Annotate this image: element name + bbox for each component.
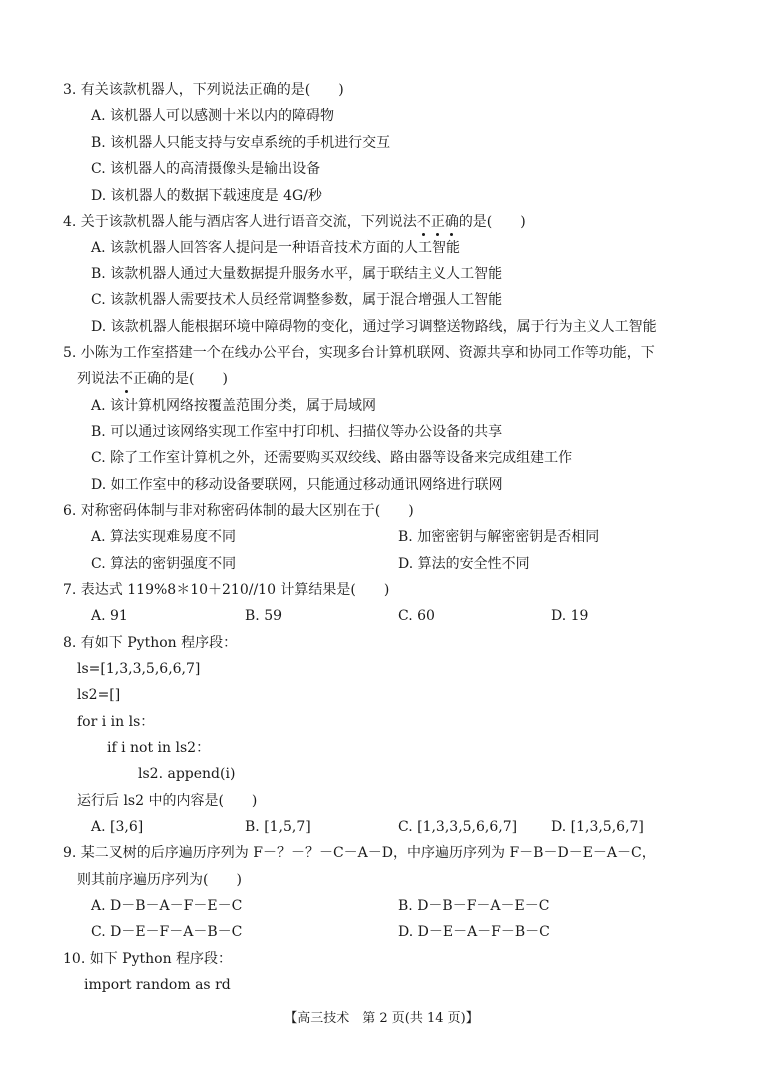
question-4-option-c: C. 该款机器人需要技术人员经常调整参数，属于混合增强人工智能	[91, 292, 503, 308]
question-3-stem: 3. 有关该款机器人，下列说法正确的是( )	[63, 82, 344, 98]
question-5-option-c: C. 除了工作室计算机之外，还需要购买双绞线、路由器等设备来完成组建工作	[91, 450, 573, 466]
code-line: if i not in ls2：	[107, 740, 211, 756]
question-4-stem-suffix: 的是( )	[458, 214, 526, 230]
question-7-option-c: C. 60	[398, 608, 435, 624]
emphasis-char: 确	[444, 214, 459, 230]
code-line: ls2. append(i)	[138, 766, 236, 782]
question-7-option-b: B. 59	[245, 608, 283, 624]
page-footer: 【高三技术 第 2 页(共 14 页)】	[284, 1011, 479, 1026]
question-3-option-d: D. 该机器人的数据下载速度是 4G/秒	[91, 188, 322, 204]
question-5-stem-line1: 5. 小陈为工作室搭建一个在线办公平台，实现多台计算机联网、资源共享和协同工作等功能，下	[63, 345, 655, 361]
question-4-stem	[63, 213, 526, 231]
question-5-stem-suffix: 正确的是( )	[133, 371, 228, 387]
question-6-option-b: B. 加密密钥与解密密钥是否相同	[398, 529, 600, 545]
question-3-option-c: C. 该机器人的高清摄像头是输出设备	[91, 161, 321, 177]
question-8-option-c: C. [1,3,3,5,6,6,7]	[398, 819, 518, 835]
code-line: import random as rd	[84, 977, 231, 993]
question-9-option-b: B. D－B－F－A－E－C	[398, 898, 550, 914]
question-8-option-a: A. [3,6]	[91, 819, 144, 835]
emphasis-char: 不	[416, 214, 431, 230]
question-6-option-c: C. 算法的密钥强度不同	[91, 556, 237, 572]
question-8-option-b: B. [1,5,7]	[245, 819, 311, 835]
question-9-option-c: C. D－E－F－A－B－C	[91, 924, 243, 940]
question-7-stem: 7. 表达式 119%8＊10＋210//10 计算结果是( )	[63, 582, 390, 598]
question-8-stem: 8. 有如下 Python 程序段：	[63, 635, 238, 651]
code-line: ls=[1,3,3,5,6,6,7]	[77, 661, 201, 677]
question-7-option-d: D. 19	[551, 608, 589, 624]
question-3-option-a: A. 该机器人可以感测十米以内的障碍物	[91, 108, 335, 124]
emphasis-char: 不	[119, 371, 133, 387]
question-7-option-a: A. 91	[91, 608, 128, 624]
question-9-option-d: D. D－E－A－F－B－C	[398, 924, 550, 940]
question-6-option-d: D. 算法的安全性不同	[398, 556, 530, 572]
question-9-stem-line2: 则其前序遍历序列为( )	[77, 872, 242, 888]
question-5-stem-prefix: 列说法	[77, 371, 119, 387]
question-4-stem-prefix: 4. 关于该款机器人能与酒店客人进行语音交流，下列说法	[63, 214, 417, 230]
question-3-option-b: B. 该机器人只能支持与安卓系统的手机进行交互	[91, 135, 391, 151]
question-5-option-b: B. 可以通过该网络实现工作室中打印机、扫描仪等办公设备的共享	[91, 424, 503, 440]
question-5-option-a: A. 该计算机网络按覆盖范围分类，属于局域网	[91, 398, 377, 414]
question-5-stem-line2	[77, 370, 228, 388]
question-9-option-a: A. D－B－A－F－E－C	[91, 898, 243, 914]
code-line: ls2=[]	[77, 687, 121, 703]
question-6-option-a: A. 算法实现难易度不同	[91, 529, 237, 545]
code-line: for i in ls：	[77, 714, 155, 730]
question-8-option-d: D. [1,3,5,6,7]	[551, 819, 644, 835]
question-8-prompt: 运行后 ls2 中的内容是( )	[77, 793, 258, 809]
emphasis-char: 正	[430, 214, 445, 230]
question-4-option-b: B. 该款机器人通过大量数据提升服务水平，属于联结主义人工智能	[91, 266, 503, 282]
question-6-stem: 6. 对称密码体制与非对称密码体制的最大区别在于( )	[63, 503, 414, 519]
question-10-stem: 10. 如下 Python 程序段：	[63, 951, 233, 967]
question-5-option-d: D. 如工作室中的移动设备要联网，只能通过移动通讯网络进行联网	[91, 477, 503, 493]
question-4-option-a: A. 该款机器人回答客人提问是一种语音技术方面的人工智能	[91, 240, 461, 256]
question-9-stem-line1: 9. 某二叉树的后序遍历序列为 F－？－？－C－A－D，中序遍历序列为 F－B－D－E－A－C，	[63, 845, 656, 861]
question-4-option-d: D. 该款机器人能根据环境中障碍物的变化，通过学习调整送物路线，属于行为主义人工智能	[91, 319, 657, 335]
